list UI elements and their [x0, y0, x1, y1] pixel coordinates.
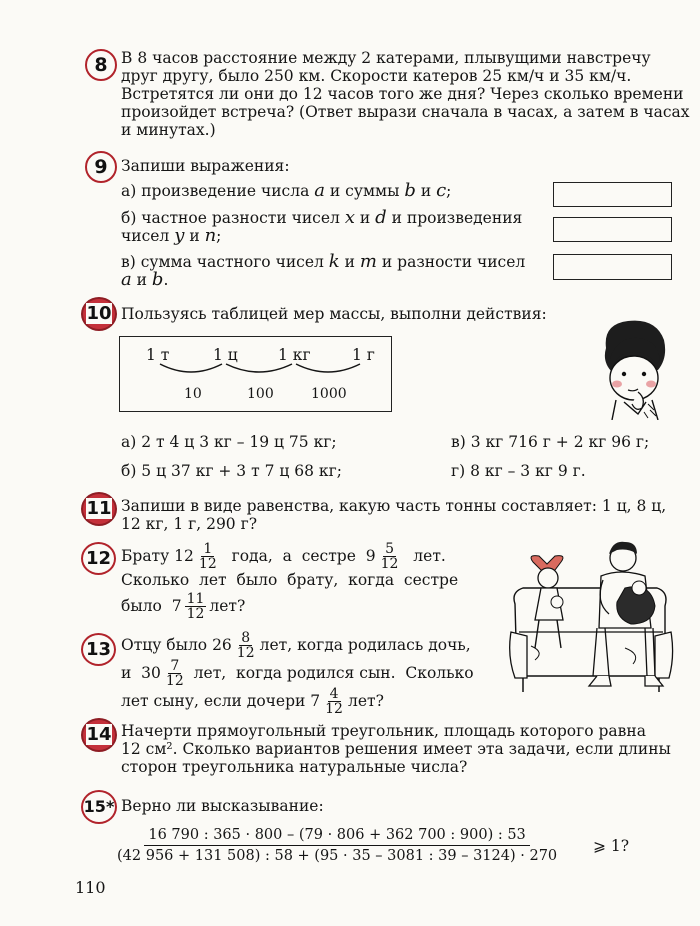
mass-unit-c: 1 ц — [213, 346, 238, 364]
mass-unit-t: 1 т — [146, 346, 170, 364]
mass-unit-g: 1 г — [352, 346, 375, 364]
problem-15-inequality: ⩾ 1? — [593, 837, 630, 855]
problem-12-number: 12 — [81, 542, 116, 575]
answer-box-b[interactable] — [553, 217, 672, 242]
problem-9-number: 9 — [85, 151, 117, 183]
problem-12-text: Брату 12 $\frac{1}{12}$ года, а сестре 9 $\frac{5}{12}$ лет. Сколько лет было брату, когда сестре было 7 $\frac{11}{12}$ лет? — [121, 540, 459, 622]
problem-10-op-b: б) 5 ц 37 кг + 3 т 7 ц 68 кг; — [121, 462, 342, 480]
factor-1000: 1000 — [311, 386, 347, 402]
problem-15-title: Верно ли высказывание: — [121, 797, 324, 815]
problem-10-title: Пользуясь таблицей мер массы, выполни действия: — [121, 305, 547, 323]
fraction-denominator: (42 956 + 131 508) : 58 + (95 · 35 – 3081 : 39 – 3124) · 270 — [117, 848, 558, 864]
problem-8-text: В 8 часов расстояние между 2 катерами, плывущими навстречу друг другу, было 250 км. Скорости катеров 25 км/ч и 35 км/ч. Встретятся ли они до 12 часов того же дня? Через сколько времени произойдет встреча? (Ответ вырази сначала в часах, а затем в часах и минутах.) — [121, 49, 690, 139]
problem-10-op-v: в) 3 кг 716 г + 2 кг 96 г; — [451, 433, 650, 451]
problem-15-number: 15* — [81, 790, 117, 824]
answer-box-c[interactable] — [553, 254, 672, 280]
problem-10-number: 10 — [81, 297, 117, 331]
problem-14-text: Начерти прямоугольный треугольник, площадь которого равна 12 см². Сколько вариантов решения имеет эта задачи, если длины сторон треугольника натуральные числа? — [121, 722, 671, 776]
fraction-numerator: 16 790 : 365 · 800 – (79 · 806 + 362 700 : 900) : 53 — [144, 826, 529, 846]
problem-15-fraction — [113, 826, 561, 866]
problem-9-title: Запиши выражения: — [121, 157, 290, 175]
problem-10-op-a: а) 2 т 4 ц 3 кг – 19 ц 75 кг; — [121, 433, 337, 451]
mass-arcs — [150, 360, 370, 380]
family-illustration — [505, 536, 677, 700]
problem-9-item-b: б) частное разности чисел x и d и произведения чисел y и n; — [121, 207, 523, 246]
answer-box-a[interactable] — [553, 182, 672, 207]
page-number: 110 — [75, 878, 106, 897]
boy-illustration — [598, 318, 673, 420]
problem-11-text: Запиши в виде равенства, какую часть тонны составляет: 1 ц, 8 ц, 12 кг, 1 г, 290 г? — [121, 497, 667, 533]
problem-10-op-g: г) 8 кг – 3 кг 9 г. — [451, 462, 586, 480]
problem-14-number: 14 — [81, 718, 117, 752]
problem-11-number: 11 — [81, 492, 117, 526]
problem-13-number: 13 — [81, 633, 116, 666]
problem-9-item-a: а) произведение числа a и суммы b и c; — [121, 180, 452, 201]
mass-unit-kg: 1 кг — [278, 346, 311, 364]
problem-9-item-c: в) сумма частного чисел k и m и разности чисел a и b. — [121, 251, 526, 290]
problem-8-number: 8 — [85, 49, 117, 81]
problem-13-text: Отцу было 26 $\frac{8}{12}$ лет, когда родилась дочь, и 30 $\frac{7}{12}$ лет, когда родился сын. Сколько лет сыну, если дочери 7 $\frac{4}{12}$ лет? — [121, 629, 474, 717]
factor-100: 100 — [247, 386, 274, 402]
factor-10: 10 — [184, 386, 202, 402]
